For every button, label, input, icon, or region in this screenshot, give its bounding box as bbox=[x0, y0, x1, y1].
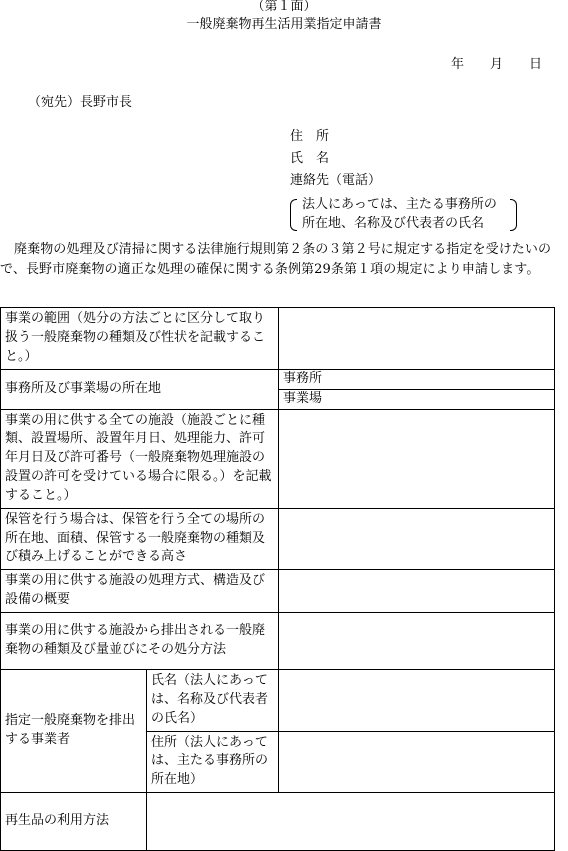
table-row-scope bbox=[1, 308, 555, 370]
addressee: （宛先）長野市長 bbox=[28, 95, 133, 110]
date-day[interactable]: 日 bbox=[528, 57, 542, 72]
reuse-field[interactable] bbox=[147, 793, 555, 851]
applicant-contact-label[interactable]: 連絡先（電話） bbox=[290, 173, 382, 188]
page-number: （第１面） bbox=[251, 0, 317, 14]
applicant-note-line1: 法人にあっては、主たる事務所の bbox=[302, 197, 497, 212]
application-table bbox=[0, 307, 555, 851]
applicant-note bbox=[290, 196, 509, 234]
date-line bbox=[425, 56, 542, 75]
location-label: 事務所及び事業場の所在地 bbox=[1, 369, 279, 409]
applicant-name-label[interactable]: 氏 名 bbox=[290, 151, 330, 166]
table-row-storage bbox=[1, 508, 555, 570]
table-row-office bbox=[1, 369, 555, 389]
date-month[interactable]: 月 bbox=[489, 57, 503, 72]
form-title: 一般廃棄物再生活用業指定申請書 bbox=[186, 17, 382, 32]
discharge-field[interactable] bbox=[279, 612, 555, 669]
bracket-right bbox=[510, 199, 517, 231]
applicant-address-label[interactable]: 住 所 bbox=[290, 129, 330, 144]
storage-field[interactable] bbox=[279, 508, 555, 570]
generator-name-field[interactable] bbox=[279, 669, 555, 731]
date-year[interactable]: 年 bbox=[450, 57, 464, 72]
generator-label: 指定一般廃棄物を排出する事業者 bbox=[1, 669, 147, 792]
generator-address-field[interactable] bbox=[279, 731, 555, 793]
statement-text: 廃棄物の処理及び清掃に関する法律施行規則第２条の３第２号に規定する指定を受けたいので、長野市廃棄物の適正な処理の確保に関する条例第29条第１項の規定により申請します。 bbox=[0, 242, 552, 277]
applicant-note-line2: 所在地、名称及び代表者の氏名 bbox=[302, 215, 485, 231]
bracket-left bbox=[290, 199, 297, 231]
facilities-field[interactable] bbox=[279, 409, 555, 508]
table-row-method bbox=[1, 570, 555, 613]
generator-name-label: 氏名（法人にあっては、名称及び代表者の氏名） bbox=[147, 669, 279, 731]
generator-address-label: 住所（法人にあっては、主たる事務所の所在地） bbox=[147, 731, 279, 793]
reuse-label: 再生品の利用方法 bbox=[1, 793, 147, 851]
application-statement bbox=[0, 240, 568, 279]
scope-label: 事業の範囲（処分の方法ごとに区分して取り扱う一般廃棄物の種類及び性状を記載すること。） bbox=[1, 308, 279, 370]
table-row-facilities bbox=[1, 409, 555, 508]
office-field[interactable]: 事務所 bbox=[279, 369, 555, 389]
applicant-block bbox=[290, 128, 509, 234]
storage-label: 保管を行う場合は、保管を行う全ての場所の所在地、面積、保管する一般廃棄物の種類及び積み上げることができる高さ bbox=[1, 508, 279, 570]
facilities-label: 事業の用に供する全ての施設（施設ごとに種類、設置場所、設置年月日、処理能力、許可年月日及び許可番号（一般廃棄物処理施設の設置の許可を受けている場合に限る。）を記載すること。） bbox=[1, 409, 279, 508]
table-row-generator-name bbox=[1, 669, 555, 731]
table-row-reuse bbox=[1, 793, 555, 851]
method-field[interactable] bbox=[279, 570, 555, 613]
site-field[interactable]: 事業場 bbox=[279, 389, 555, 409]
discharge-label: 事業の用に供する施設から排出される一般廃棄物の種類及び量並びにその処分方法 bbox=[1, 612, 279, 669]
method-label: 事業の用に供する施設の処理方式、構造及び設備の概要 bbox=[1, 570, 279, 613]
table-row-discharge bbox=[1, 612, 555, 669]
scope-field[interactable] bbox=[279, 308, 555, 370]
